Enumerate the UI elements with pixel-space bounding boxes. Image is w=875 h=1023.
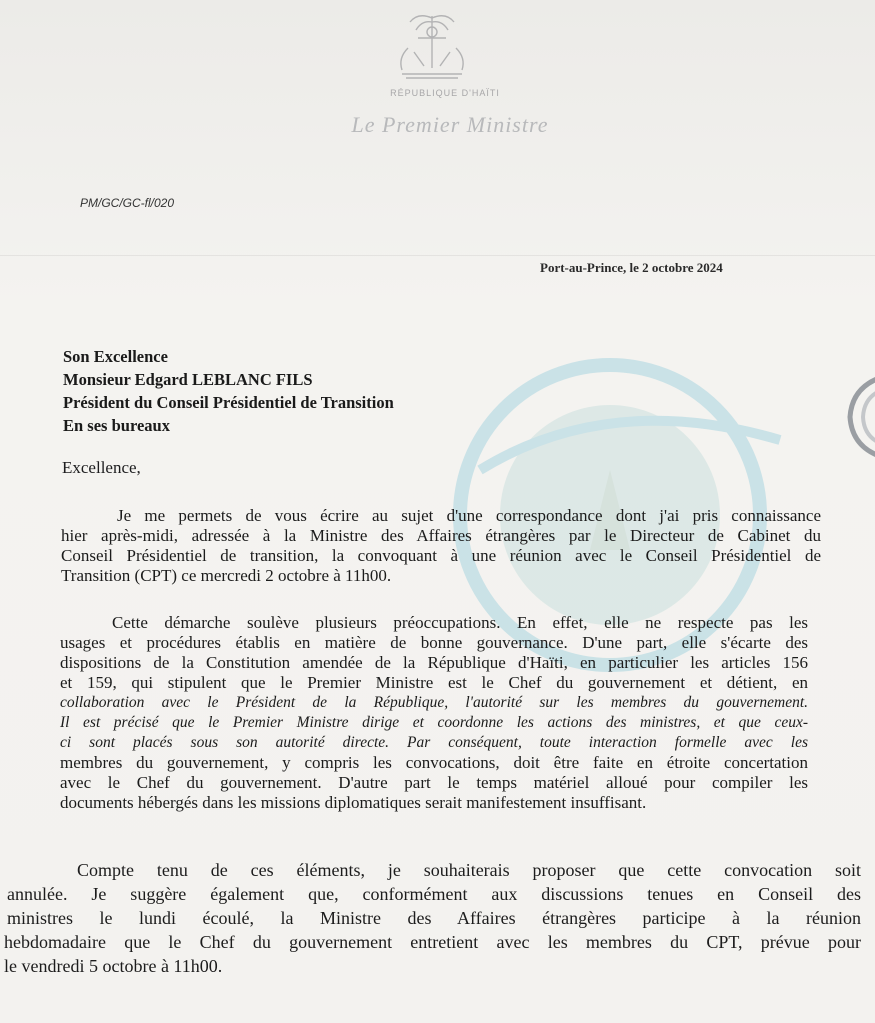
paragraph-line: collaboration avec le Président de la République, l'autorité sur les membres du gouvernement. bbox=[60, 694, 808, 711]
recipient-title: Son Excellence bbox=[63, 347, 168, 366]
paragraph-line: le vendredi 5 octobre à 11h00. bbox=[4, 956, 223, 976]
salutation: Excellence, bbox=[62, 458, 141, 477]
paragraph-line: Je me permets de vous écrire au sujet d'une correspondance dont j'ai pris connaissance bbox=[117, 506, 821, 525]
paragraph-line: dispositions de la Constitution amendée de la République d'Haïti, en particulier les articles 156 bbox=[60, 653, 808, 672]
paragraph-line: Cette démarche soulève plusieurs préoccupations. En effet, elle ne respecte pas les bbox=[112, 613, 808, 632]
paper-clip bbox=[842, 372, 875, 462]
recipient-name: Monsieur Edgard LEBLANC FILS bbox=[63, 370, 313, 389]
letterhead-country: RÉPUBLIQUE D'HAÏTI bbox=[390, 88, 500, 98]
recipient-position: Président du Conseil Présidentiel de Transition bbox=[63, 393, 394, 412]
body-paragraph-1 bbox=[61, 506, 821, 586]
paper-fold bbox=[0, 255, 875, 256]
recipient-block bbox=[63, 345, 394, 437]
paragraph-line: hebdomadaire que le Chef du gouvernement entretient avec les membres du CPT, prévue pour bbox=[4, 932, 861, 952]
paragraph-line: Compte tenu de ces éléments, je souhaiterais proposer que cette convocation soit bbox=[77, 860, 861, 880]
paragraph-line: annulée. Je suggère également que, conformément aux discussions tenues en Conseil des bbox=[7, 884, 861, 904]
paragraph-line: membres du gouvernement, y compris les convocations, doit être faite en étroite concertation bbox=[60, 753, 808, 772]
body-paragraph-2 bbox=[60, 613, 808, 813]
paragraph-line: Transition (CPT) ce mercredi 2 octobre à 11h00. bbox=[61, 566, 392, 585]
paragraph-line: ci sont placés sous son autorité directe. Par conséquent, toute interaction formelle avec les bbox=[60, 734, 808, 751]
paragraph-line: avec le Chef du gouvernement. D'autre part le temps matériel alloué pour compiler les bbox=[60, 773, 808, 792]
paragraph-line: documents hébergés dans les missions diplomatiques serait manifestement insuffisant. bbox=[60, 793, 647, 812]
paragraph-line: ministres le lundi écoulé, la Ministre des Affaires étrangères participe à la réunion bbox=[7, 908, 861, 928]
paragraph-line: Conseil Présidentiel de transition, la convoquant à une réunion avec le Conseil Présidentiel de bbox=[61, 546, 821, 565]
paragraph-line: Il est précisé que le Premier Ministre dirige et coordonne les actions des ministres, et que ceux- bbox=[60, 714, 808, 731]
body-paragraph-3 bbox=[4, 858, 861, 978]
letterhead-office: Le Premier Ministre bbox=[351, 112, 549, 137]
recipient-location: En ses bureaux bbox=[63, 416, 170, 435]
paragraph-line: usages et procédures établis en matière de bonne gouvernance. D'une part, elle s'écarte des bbox=[60, 633, 808, 652]
date-line: Port-au-Prince, le 2 octobre 2024 bbox=[540, 260, 723, 275]
reference-number: PM/GC/GC-fl/020 bbox=[80, 196, 175, 210]
paragraph-line: hier après-midi, adressée à la Ministre des Affaires étrangères par le Directeur de Cabinet du bbox=[61, 526, 821, 545]
haiti-coat-of-arms-emblem bbox=[388, 8, 476, 88]
paragraph-line: et 159, qui stipulent que le Premier Ministre est le Chef du gouvernement et détient, en bbox=[60, 673, 808, 692]
